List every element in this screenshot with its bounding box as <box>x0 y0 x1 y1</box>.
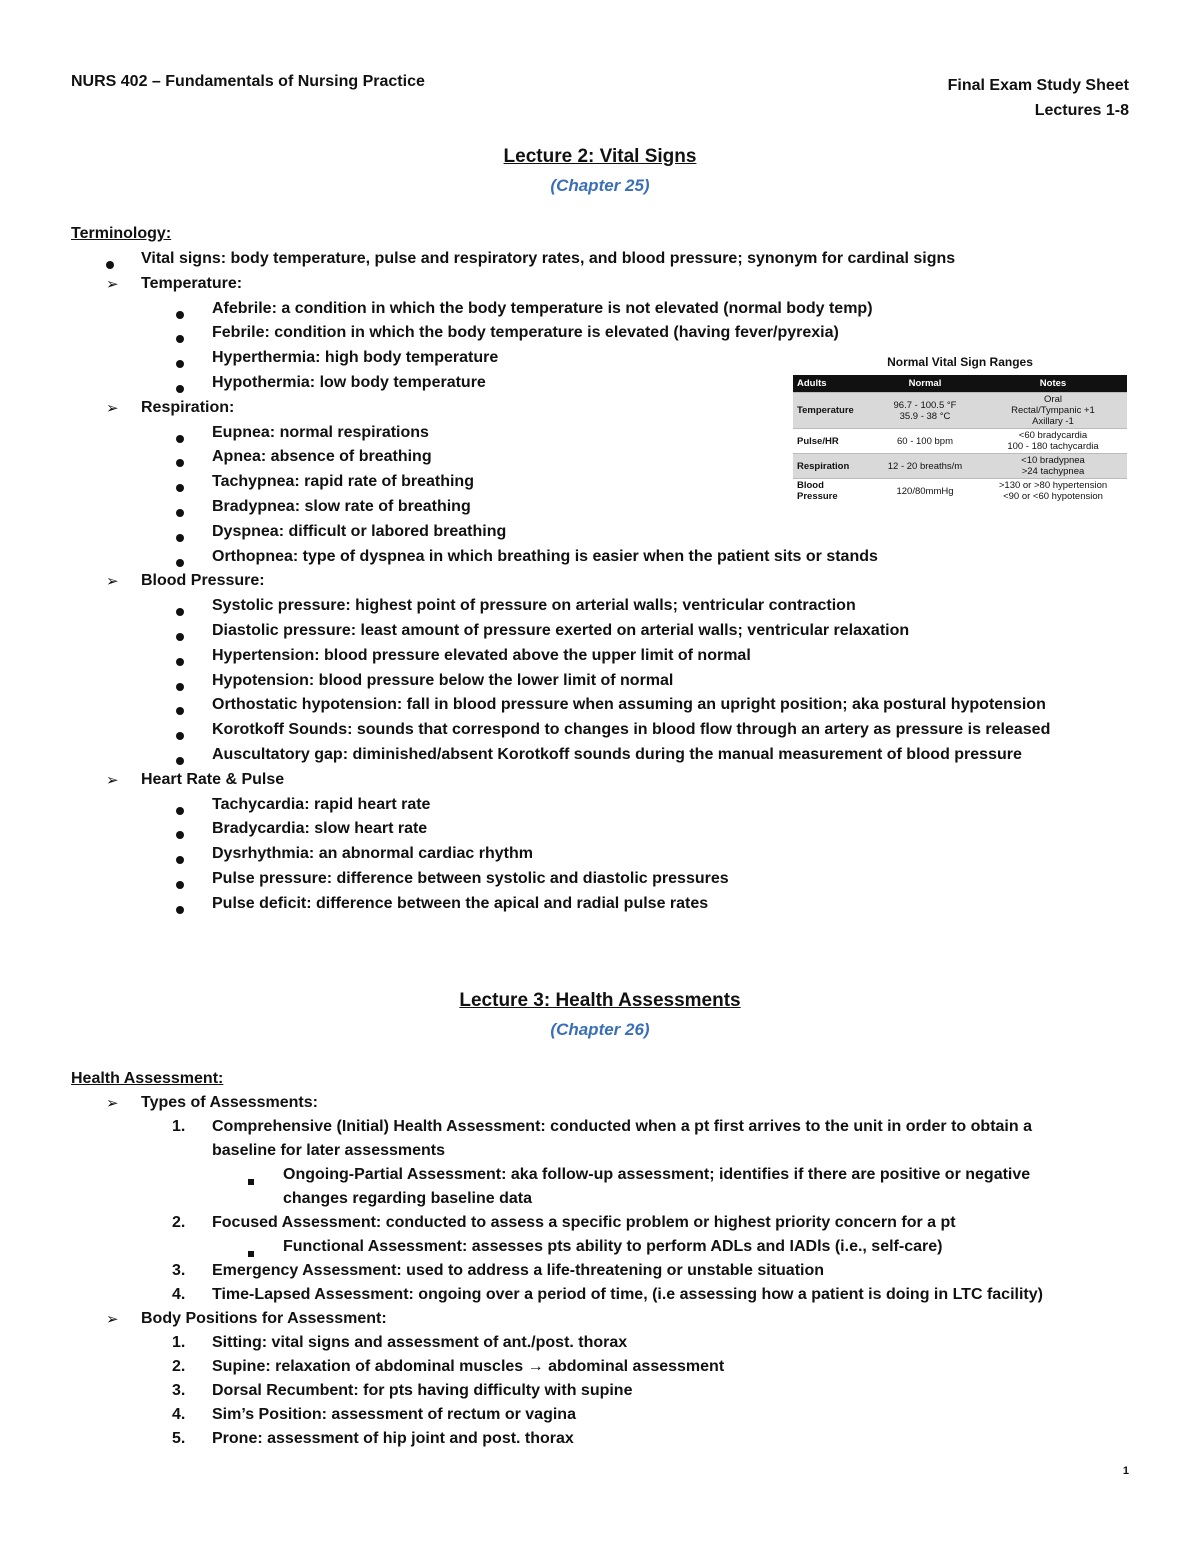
lecture2-title: Lecture 2: Vital Signs <box>503 146 697 167</box>
bullet-icon <box>176 826 184 844</box>
bullet-icon <box>176 430 184 448</box>
vitals-notes-line: <60 bradycardia <box>1018 430 1088 441</box>
list-item-text: Prone: assessment of hip joint and post. thorax <box>212 1430 574 1447</box>
vitals-notes-line: 100 - 180 tachycardia <box>1007 441 1099 452</box>
list-item-text: Ongoing-Partial Assessment: aka follow-up assessment; identifies if there are positive or negative <box>283 1166 1031 1183</box>
vitals-notes-line: Oral <box>1044 394 1062 405</box>
arrow-bullet-icon: ➢ <box>106 399 119 417</box>
square-bullet-icon <box>248 1172 254 1190</box>
list-item-text: Sitting: vital signs and assessment of ant./post. thorax <box>212 1334 628 1351</box>
course-title: NURS 402 – Fundamentals of Nursing Practice <box>71 73 425 90</box>
vitals-header-notes: Notes <box>979 375 1127 393</box>
list-item-text: Diastolic pressure: least amount of pressure exerted on arterial walls; ventricular relaxation <box>212 622 910 639</box>
list-number: 3. <box>172 1382 186 1399</box>
list-item-text: Comprehensive (Initial) Health Assessment: conducted when a pt first arrives to the unit in order to obtain a <box>212 1118 1032 1135</box>
list-number: 5. <box>172 1430 186 1447</box>
bullet-icon <box>176 901 184 919</box>
vitals-row-notes <box>979 479 1127 504</box>
vitals-notes-line: >24 tachypnea <box>1021 466 1085 477</box>
vitals-normal-line: 12 - 20 breaths/m <box>887 460 963 472</box>
list-item-text: Body Positions for Assessment: <box>141 1310 387 1327</box>
bullet-icon <box>176 355 184 373</box>
list-item-text: Respiration: <box>141 398 235 416</box>
arrow-bullet-icon: ➢ <box>106 275 119 293</box>
list-item-text: Time-Lapsed Assessment: ongoing over a period of time, (i.e assessing how a patient is doing in LTC facility) <box>212 1286 1043 1303</box>
vitals-table <box>793 375 1127 503</box>
list-item-text: Dorsal Recumbent: for pts having difficulty with supine <box>212 1382 633 1399</box>
list-number: 4. <box>172 1286 186 1303</box>
list-item-text: Orthostatic hypotension: fall in blood pressure when assuming an upright position; aka postural hypotension <box>212 696 1046 714</box>
list-number: 3. <box>172 1262 186 1279</box>
vitals-normal-line: 120/80mmHg <box>896 485 954 497</box>
arrow-bullet-icon: ➢ <box>106 771 119 789</box>
vitals-normal-line: 96.7 - 100.5 °F <box>893 399 957 411</box>
list-item-text: Tachycardia: rapid heart rate <box>212 795 431 813</box>
doc-title: Final Exam Study Sheet <box>947 77 1129 94</box>
bullet-icon <box>176 603 184 621</box>
list-number: 2. <box>172 1214 186 1231</box>
bullet-icon <box>176 479 184 497</box>
lecture2-section-heading: Terminology: <box>71 225 172 242</box>
lecture2-chapter: (Chapter 25) <box>550 176 650 195</box>
list-item-text: Pulse deficit: difference between the apical and radial pulse rates <box>212 894 709 912</box>
arrow-bullet-icon: ➢ <box>106 1311 119 1328</box>
list-item-text: Apnea: absence of breathing <box>212 448 432 466</box>
list-item-text: Sim’s Position: assessment of rectum or vagina <box>212 1406 576 1423</box>
vitals-header-normal: Normal <box>871 375 979 393</box>
vitals-row-normal <box>871 479 979 504</box>
bullet-icon <box>176 306 184 324</box>
bullet-icon <box>176 678 184 696</box>
vitals-row-label: Pulse/HR <box>793 429 871 454</box>
vitals-notes-line: Axillary -1 <box>1032 416 1074 427</box>
list-item-text: Pulse pressure: difference between systolic and diastolic pressures <box>212 870 729 887</box>
list-item-text: Eupnea: normal respirations <box>212 423 429 441</box>
vitals-notes-line: <90 or <60 hypotension <box>1003 491 1103 502</box>
vitals-row-notes <box>979 454 1127 479</box>
list-item-text: Hyperthermia: high body temperature <box>212 349 499 367</box>
bullet-icon <box>176 380 184 398</box>
list-item-text: Types of Assessments: <box>141 1094 318 1111</box>
list-item-text: Korotkoff Sounds: sounds that correspond to changes in blood flow through an artery as pressure is released <box>212 721 1051 739</box>
list-item-text: Dyspnea: difficult or labored breathing <box>212 522 507 540</box>
vitals-table-row <box>793 429 1127 454</box>
list-number: 2. <box>172 1358 186 1375</box>
list-item-text: Blood Pressure: <box>141 572 265 590</box>
vitals-row-label: Respiration <box>793 454 871 479</box>
vitals-row-label: Blood Pressure <box>793 479 871 504</box>
vitals-row-notes <box>979 393 1127 429</box>
bullet-icon <box>176 330 184 348</box>
vitals-normal-line: 35.9 - 38 °C <box>899 410 951 422</box>
list-item-text: Emergency Assessment: used to address a life-threatening or unstable situation <box>212 1262 825 1279</box>
lecture3-section-heading: Health Assessment: <box>71 1070 224 1087</box>
vitals-notes-line: <10 bradypnea <box>1021 455 1085 466</box>
bullet-icon <box>176 504 184 522</box>
list-item-text: Bradycardia: slow heart rate <box>212 820 428 838</box>
lectures-range: Lectures 1-8 <box>1034 102 1129 119</box>
bullet-icon <box>176 876 184 894</box>
vitals-notes-line: Rectal/Tympanic +1 <box>1011 405 1095 416</box>
bullet-icon <box>176 529 184 547</box>
lecture3-chapter: (Chapter 26) <box>550 1020 650 1039</box>
list-item-text: Systolic pressure: highest point of pressure on arterial walls; ventricular contraction <box>212 597 856 615</box>
list-item-text: Functional Assessment: assesses pts ability to perform ADLs and IADls (i.e., self-care) <box>283 1238 943 1255</box>
vitals-table-title: Normal Vital Sign Ranges <box>887 355 1033 369</box>
vitals-table-row <box>793 479 1127 504</box>
vitals-row-normal <box>871 429 979 454</box>
list-item-text: Temperature: <box>141 274 243 292</box>
list-item-text: Hypotension: blood pressure below the lower limit of normal <box>212 671 674 689</box>
vitals-row-normal <box>871 393 979 429</box>
bullet-icon <box>176 727 184 745</box>
bullet-icon <box>176 653 184 671</box>
doc-header-right <box>948 73 1129 123</box>
list-item-text: baseline for later assessments <box>212 1142 446 1159</box>
list-item-text: Orthopnea: type of dyspnea in which breathing is easier when the patient sits or stands <box>212 547 878 565</box>
list-item-text: Auscultatory gap: diminished/absent Korotkoff sounds during the manual measurement of blood pressure <box>212 746 1022 763</box>
bullet-icon <box>176 702 184 720</box>
list-item-text: Febrile: condition in which the body temperature is elevated (having fever/pyrexia) <box>212 324 839 342</box>
vitals-table-header <box>793 375 1127 393</box>
list-item-text: Dysrhythmia: an abnormal cardiac rhythm <box>212 845 533 863</box>
bullet-icon <box>106 256 114 274</box>
page-number: 1 <box>1122 1465 1129 1477</box>
list-number: 1. <box>172 1334 186 1351</box>
list-item-text: Afebrile: a condition in which the body temperature is not elevated (normal body temp) <box>212 299 873 317</box>
list-item-text: Supine: relaxation of abdominal muscles → abdominal assessment <box>212 1358 725 1375</box>
list-item-text: Hypothermia: low body temperature <box>212 374 486 391</box>
list-item-text: Hypertension: blood pressure elevated above the upper limit of normal <box>212 646 751 664</box>
bullet-icon <box>176 802 184 820</box>
vitals-row-normal <box>871 454 979 479</box>
list-number: 1. <box>172 1118 186 1135</box>
bullet-icon <box>176 851 184 869</box>
arrow-bullet-icon: ➢ <box>106 1095 119 1112</box>
vitals-row-notes <box>979 429 1127 454</box>
list-item-text: changes regarding baseline data <box>283 1190 532 1207</box>
list-item-text: Heart Rate & Pulse <box>141 770 285 788</box>
bullet-icon <box>176 752 184 770</box>
list-item-text: Bradypnea: slow rate of breathing <box>212 498 471 515</box>
bullet-icon <box>176 554 184 572</box>
list-item-text: Focused Assessment: conducted to assess a specific problem or highest priority concern for a pt <box>212 1214 956 1231</box>
vitals-row-label: Temperature <box>793 393 871 429</box>
lecture3-title: Lecture 3: Health Assessments <box>459 990 741 1011</box>
vitals-table-row <box>793 454 1127 479</box>
vitals-header-adults: Adults <box>793 375 871 393</box>
bullet-icon <box>176 454 184 472</box>
vitals-normal-line: 60 - 100 bpm <box>897 435 953 447</box>
bullet-icon <box>176 628 184 646</box>
square-bullet-icon <box>248 1244 254 1262</box>
vitals-table-row <box>793 393 1127 429</box>
list-item-text: Vital signs: body temperature, pulse and respiratory rates, and blood pressure; synonym for cardinal signs <box>141 250 956 267</box>
arrow-bullet-icon: ➢ <box>106 573 119 591</box>
list-item-text: Tachypnea: rapid rate of breathing <box>212 473 474 491</box>
list-number: 4. <box>172 1406 186 1423</box>
vitals-notes-line: >130 or >80 hypertension <box>998 480 1108 491</box>
